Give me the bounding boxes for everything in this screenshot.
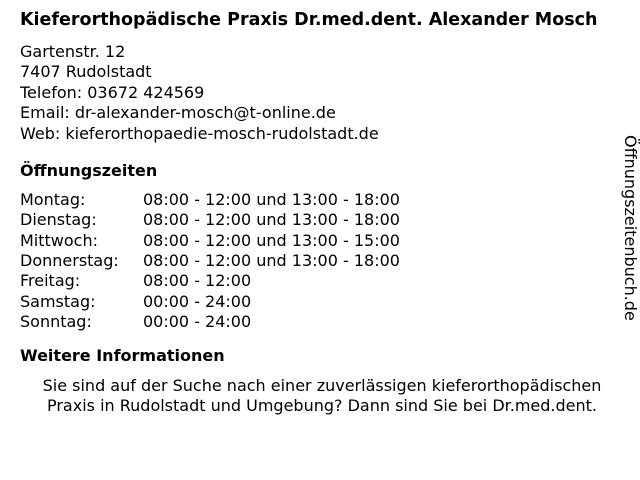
hours-time: 08:00 - 12:00 xyxy=(143,271,252,291)
hours-row-wednesday xyxy=(20,231,626,251)
hours-time: 08:00 - 12:00 und 13:00 - 18:00 xyxy=(143,190,400,210)
hours-day: Samstag: xyxy=(20,291,96,311)
hours-day: Montag: xyxy=(20,190,86,210)
city-address: 7407 Rudolstadt xyxy=(20,62,152,82)
hours-row-saturday xyxy=(20,292,626,312)
site-watermark: Öffnungszeitenbuch.de xyxy=(621,135,640,321)
hours-time: 08:00 - 12:00 und 13:00 - 18:00 xyxy=(143,210,400,230)
website-address: Web: kieferorthopaedie-mosch-rudolstadt.de xyxy=(20,123,379,143)
hours-row-monday xyxy=(20,190,626,210)
hours-time: 00:00 - 24:00 xyxy=(143,291,252,311)
street-address: Gartenstr. 12 xyxy=(20,42,126,61)
more-info-line-1: Sie sind auf der Suche nach einer zuverlässigen kieferorthopädischen xyxy=(42,376,602,396)
hours-day: Mittwoch: xyxy=(20,230,98,250)
opening-hours-heading: Öffnungszeiten xyxy=(20,161,158,181)
page-title: Kieferorthopädische Praxis Dr.med.dent. Alexander Mosch xyxy=(20,10,598,30)
contact-block xyxy=(20,42,626,144)
more-info-heading: Weitere Informationen xyxy=(20,346,225,366)
opening-hours-table xyxy=(20,190,626,332)
hours-row-friday xyxy=(20,271,626,291)
hours-row-sunday xyxy=(20,312,626,332)
hours-day: Sonntag: xyxy=(20,311,92,331)
more-info-text xyxy=(20,376,624,417)
hours-time: 08:00 - 12:00 und 13:00 - 15:00 xyxy=(143,230,400,250)
hours-row-tuesday xyxy=(20,210,626,230)
hours-day: Dienstag: xyxy=(20,210,97,230)
hours-day: Donnerstag: xyxy=(20,250,119,270)
more-info-line-2: Praxis in Rudolstadt und Umgebung? Dann sind Sie bei Dr.med.dent. xyxy=(46,396,597,416)
hours-day: Freitag: xyxy=(20,271,81,291)
hours-time: 00:00 - 24:00 xyxy=(143,311,252,331)
business-card xyxy=(20,10,626,417)
hours-time: 08:00 - 12:00 und 13:00 - 18:00 xyxy=(143,250,400,270)
email-address: Email: dr-alexander-mosch@t-online.de xyxy=(20,103,336,123)
phone-number: Telefon: 03672 424569 xyxy=(20,82,205,102)
hours-row-thursday xyxy=(20,251,626,271)
